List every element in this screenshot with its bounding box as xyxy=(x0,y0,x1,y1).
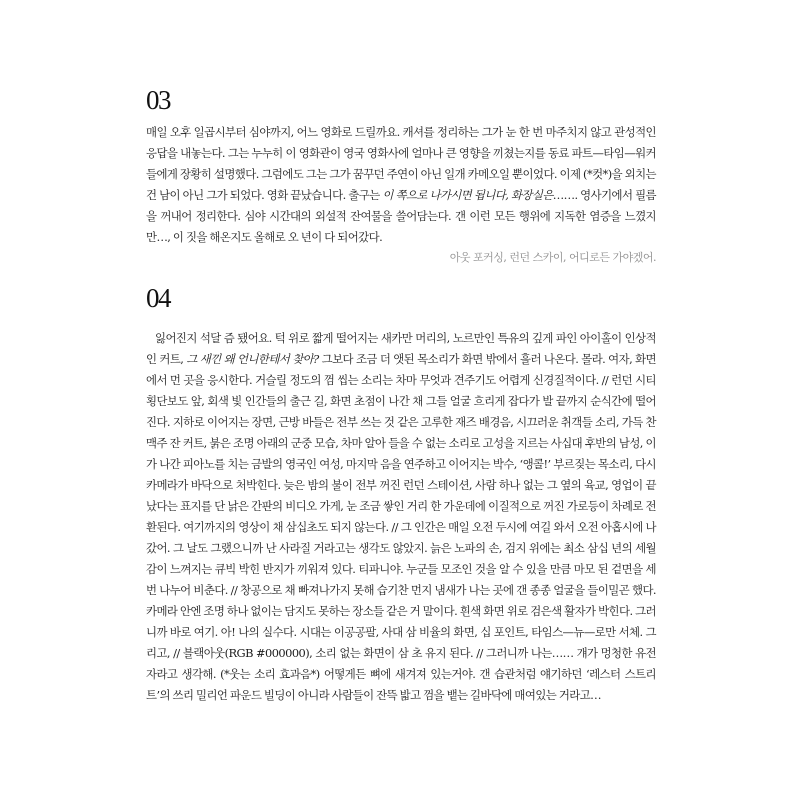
text-run: 매일 오후 일곱시부터 심야까지, 어느 영화로 드릴까요. 캐셔를 정리하는 그가 눈 한 번 마주치지 않고 관성적인 응답을 내놓는다. 그는 누누히 이 영화관이 영국 영화사에 얼마나 큰 영향을 끼쳤는지를 동료 파트—타임—워커들에게 장황히 설명했다. 그럼에도 그는 그가 꿈꾸던 주연이 아닌 일개 카메오일 뿐이었다. 이제 (*컷*)을 외치는 건 남이 아닌 그가 되었다. 영화 끝났습니다. 출구는 xyxy=(146,125,656,202)
italic-text-run: 그 새낀 왜 언니한테서 찾아? xyxy=(186,352,319,366)
text-run: 그보다 조금 더 앳된 목소리가 화면 밖에서 흘러 나온다. 몰라. 여자, 화면에서 먼 곳을 응시한다. 거슬릴 정도의 껌 씹는 소리는 차마 무엇과 견주기도 어렵게 신경질적이다. // 런던 시티 횡단보도 앞, 회색 빛 인간들의 출근 길, 화면 초점이 나간 채 그들 얼굴 흐리게 잡다가 발 끝까지 순식간에 떨어진다. 지하로 이어지는 장면, 근방 바들은 전부 쓰는 것 같은 고루한 재즈 배경음, 시끄러운 취객들 소리, 가득 찬 맥주 잔 커트, 붉은 조명 아래의 군중 모습, 차마 알아 들을 수 없는 소리로 고성을 지르는 사십대 후반의 남성, 이가 나간 피아노를 치는 금발의 영국인 여성, 마지막 음을 연주하고 이어지는 박수, ‘앵콜!’ 부르짖는 목소리, 다시 카메라가 바닥으로 처박힌다. 늦은 밤의 불이 전부 꺼진 런던 스테이션, 사람 하나 없는 그 옆의 육교, 영업이 끝났다는 표지를 단 낡은 간판의 비디오 가게, 눈 조금 쌓인 거리 한 가운데에 이질적으로 꺼진 가로등이 차례로 전환된다. 여기까지의 영상이 채 삼십초도 되지 않는다. // 그 인간은 매일 오전 두시에 여길 와서 오전 아홉시에 나갔어. 그 날도 그랬으니까 난 사라질 거라고는 생각도 않았지. 늙은 노파의 손, 검지 위에는 최소 삼십 년의 세월감이 느껴지는 큐빅 박힌 반지가 끼워져 있다. 티파니야. 누군들 모조인 것을 알 수 있을 만큼 마모 된 겉면을 세 번 나누어 비춘다. // 창공으로 채 빠져나가지 못해 습기찬 먼지 냄새가 나는 곳에 갠 종종 얼굴을 들이밀곤 했다. 카메라 안엔 조명 하나 없이는 담지도 못하는 장소들 같은 거 말이다. 흰색 화면 위로 검은색 활자가 박힌다. 그러니까 바로 여기. 아! 나의 실수다. 시대는 이공공팔, 사대 삼 비율의 화면, 십 포인트, 타임스—뉴—로만 서체. 그리고, // 블랙아웃(RGB #000000), 소리 없는 화면이 삼 초 유지 된다. // 그러니까 나는…… 걔가 멍청한 유전자라고 생각해. (*웃는 소리 효과음*) 어떻게든 뼈에 새겨져 있는거야. 갠 습관처럼 얘기하던 ‘레스터 스트리트’의 쓰리 밀리언 파운드 빌딩이 아니라 사람들이 잔뜩 밟고 껌을 뱉는 길바닥에 매여있는 거라고… xyxy=(146,352,657,702)
section-04-paragraph xyxy=(146,328,656,706)
section-03-paragraph xyxy=(146,122,656,248)
document-page xyxy=(146,84,656,706)
text-run: 잃어진지 석달 즘 됐어요. 턱 위로 짧게 떨어지는 새카만 머리의, 노르만인 특유의 깊게 파인 아이홀이 인상적인 커트, xyxy=(146,331,656,366)
italic-text-run: 이 쪽으로 나가시면 됩니다, 화장실은 xyxy=(382,188,553,202)
section-03-caption: 아웃 포커싱, 런던 스카이, 어디로든 가야겠어. xyxy=(449,251,656,264)
section-04 xyxy=(146,282,656,706)
section-number: 04 xyxy=(146,283,170,313)
section-number: 03 xyxy=(146,85,170,115)
section-03 xyxy=(146,84,656,268)
text-run: ……. 영사기에서 필름을 꺼내어 정리한다. 심야 시간대의 외설적 잔여물을 쓸어담는다. 갠 이런 모든 행위에 지독한 염증을 느꼈지만…, 이 짓을 해온지도 올해로 오 년이 다 되어갔다. xyxy=(146,188,656,244)
